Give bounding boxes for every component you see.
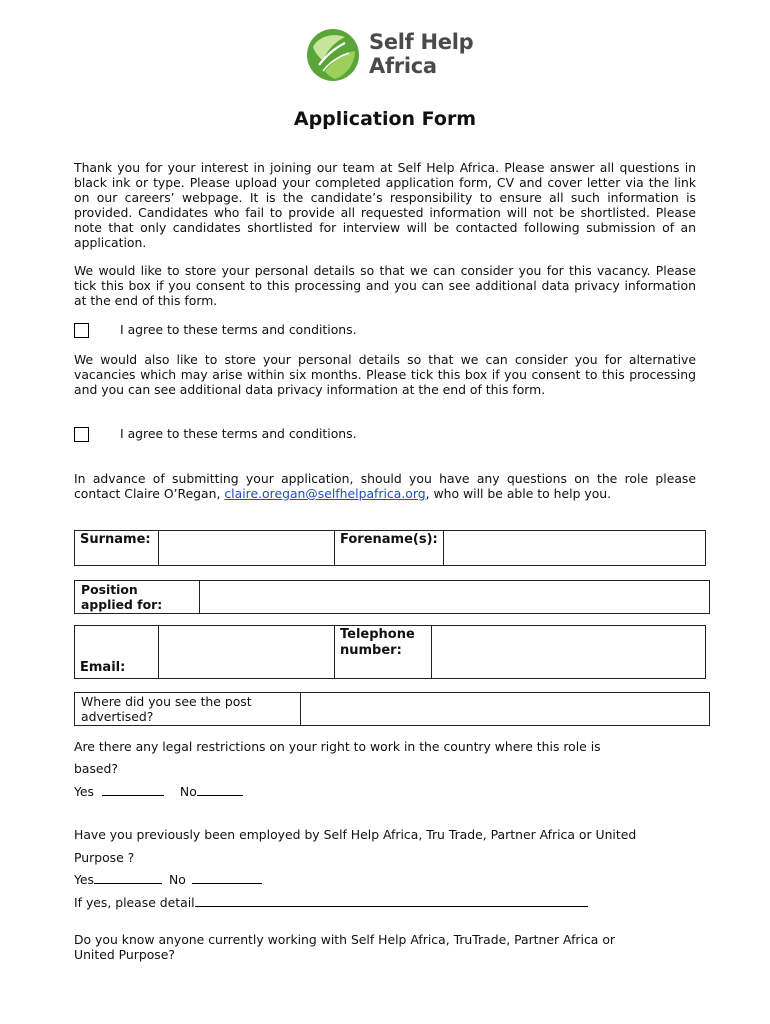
- where-seen-cell: [301, 693, 710, 726]
- position-input[interactable]: [200, 581, 709, 613]
- q2-no-blank[interactable]: [192, 872, 262, 884]
- telephone-label: Telephone number:: [335, 626, 432, 679]
- telephone-cell: [432, 626, 706, 679]
- consent1-paragraph: We would like to store your personal details so that we can consider you for this vacancy. Please tick this box if you consent to this processing and you can see additional data privacy information at the end of this form.: [74, 263, 696, 308]
- q2-answer-row: [74, 872, 714, 887]
- consent2-paragraph: We would also like to store your personal details so that we can consider you for alternative vacancies which may arise within six months. Please tick this box if you consent to this processing and you can see additional data privacy information at the end of this form.: [74, 352, 696, 397]
- q2-no-label: No: [168, 872, 186, 887]
- q1-line2: based?: [74, 761, 118, 776]
- email-label: Email:: [75, 626, 159, 679]
- logo-line2: Africa: [369, 54, 437, 78]
- q2-detail-blank[interactable]: [195, 895, 588, 907]
- q1-yes-label: Yes: [74, 784, 95, 799]
- email-input[interactable]: [159, 626, 334, 678]
- contact-fields-table: [74, 625, 706, 679]
- logo-mark-icon: [305, 27, 361, 83]
- contact-email-link[interactable]: claire.oregan@selfhelpafrica.org: [224, 486, 426, 501]
- consent2-checkbox[interactable]: [74, 427, 89, 442]
- position-label: Position applied for:: [75, 581, 200, 614]
- logo-line1: Self Help: [369, 30, 474, 54]
- q1-line1: Are there any legal restrictions on your right to work in the country where this role is: [74, 739, 601, 754]
- q2-detail-row: [74, 895, 714, 910]
- position-cell: [200, 581, 710, 614]
- where-seen-label: Where did you see the post advertised?: [75, 693, 301, 726]
- consent1-checkbox-label: I agree to these terms and conditions.: [120, 322, 357, 337]
- surname-input[interactable]: [159, 531, 334, 565]
- q2-yes-label: Yes: [74, 872, 95, 887]
- q2-line2: Purpose ?: [74, 850, 135, 865]
- page-title: Application Form: [293, 108, 477, 130]
- where-seen-table: [74, 692, 710, 726]
- forenames-input[interactable]: [444, 531, 705, 565]
- q1-no-label: No: [179, 784, 197, 799]
- forenames-label: Forename(s):: [335, 531, 444, 566]
- q2-yes-blank[interactable]: [94, 872, 162, 884]
- q2-detail-label: If yes, please detail: [74, 895, 195, 910]
- q2-line1: Have you previously been employed by Self Help Africa, Tru Trade, Partner Africa or United: [74, 827, 637, 842]
- name-fields-table: [74, 530, 706, 566]
- contact-text-after: , who will be able to help you.: [425, 486, 612, 501]
- intro-paragraph: Thank you for your interest in joining our team at Self Help Africa. Please answer all questions in black ink or type. Please upload your completed application form, CV and cover letter via the link on our careers’ webpage. It is the candidate’s responsibility to ensure all such information is provided. Candidates who fail to provide all requested information will not be shortlisted. Please note that only candidates shortlisted for interview will be contacted following submission of an application.: [74, 160, 696, 250]
- contact-text-before: In advance of submitting your application, should you have any questions on the role please contact Claire O’Regan,: [74, 471, 696, 501]
- q1-answer-row: [74, 784, 714, 799]
- q3-line2: United Purpose?: [74, 947, 175, 962]
- q1-no-blank[interactable]: [197, 784, 243, 796]
- forenames-cell: [443, 531, 705, 566]
- consent2-checkbox-label: I agree to these terms and conditions.: [120, 426, 357, 441]
- consent1-checkbox[interactable]: [74, 323, 89, 338]
- surname-label: Surname:: [75, 531, 159, 566]
- position-table: [74, 580, 710, 614]
- where-seen-input[interactable]: [301, 693, 709, 725]
- logo: [305, 27, 475, 83]
- surname-cell: [159, 531, 335, 566]
- q1-yes-blank[interactable]: [102, 784, 164, 796]
- q3-line1: Do you know anyone currently working with Self Help Africa, TruTrade, Partner Africa or: [74, 932, 615, 947]
- contact-paragraph: [74, 471, 696, 501]
- email-cell: [159, 626, 335, 679]
- logo-text: [369, 30, 473, 78]
- telephone-input[interactable]: [432, 626, 705, 678]
